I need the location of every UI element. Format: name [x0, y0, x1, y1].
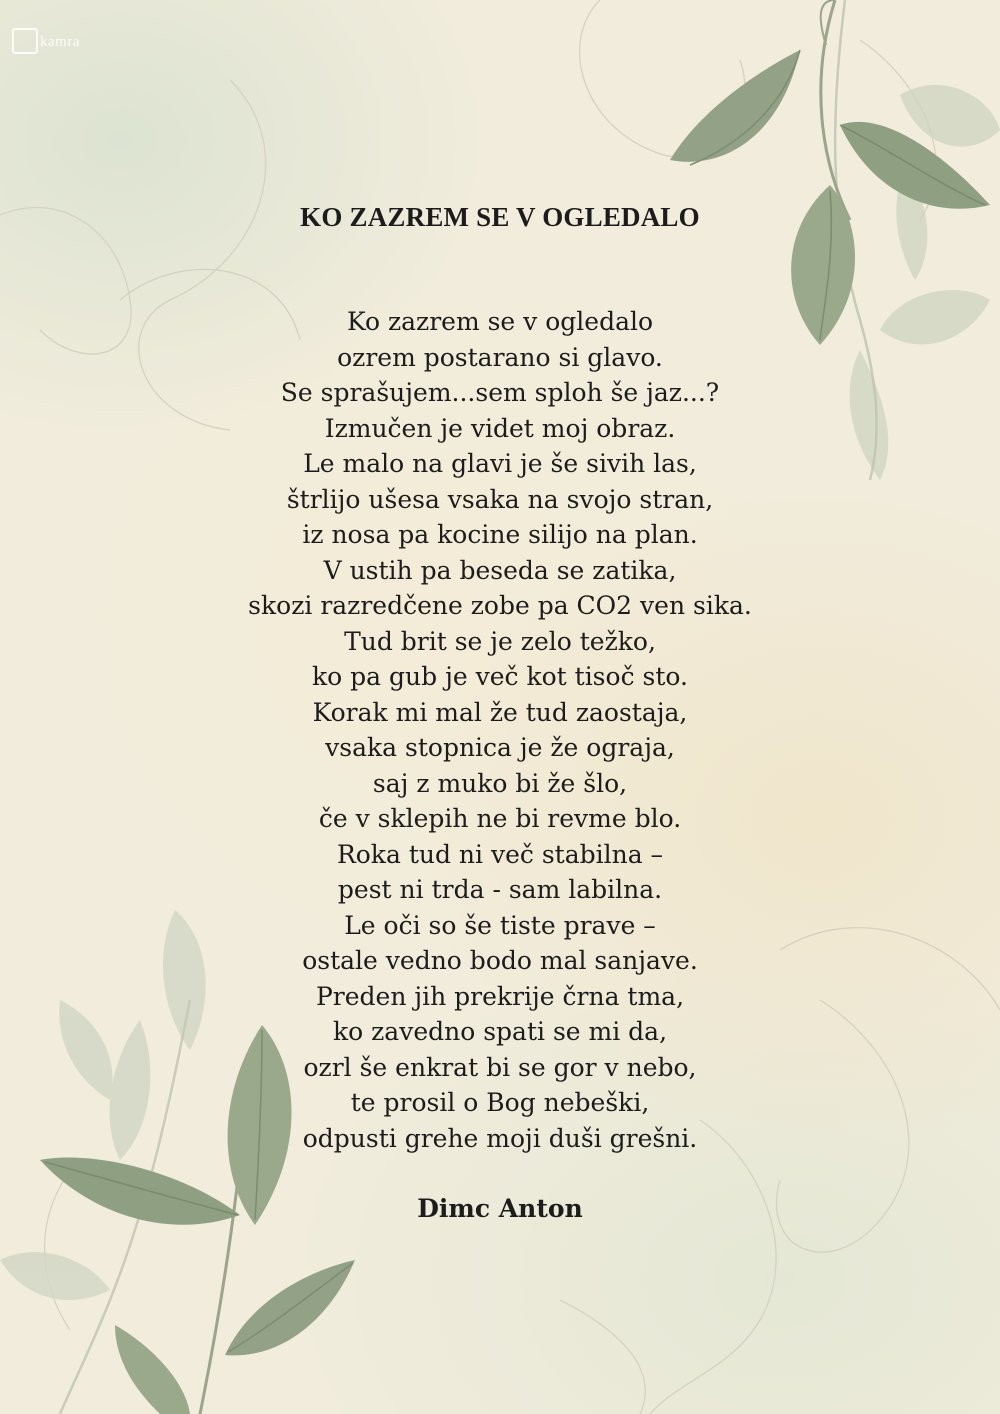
watermark-box-icon [12, 28, 38, 54]
poem-line: ozrl še enkrat bi se gor v nebo, [303, 1052, 697, 1082]
poem-line: te prosil o Bog nebeški, [350, 1088, 650, 1117]
poem-line: Se sprašujem...sem sploh še jaz...? [280, 378, 720, 407]
poem-line: ko pa gub je več kot tisoč sto. [312, 662, 688, 691]
poem-line: saj z muko bi že šlo, [372, 768, 628, 798]
poem-title: KO ZAZREM SE V OGLEDALO [300, 202, 700, 232]
poem-line: Izmučen je videt moj obraz. [324, 413, 676, 443]
watermark-text: kamra [40, 34, 80, 50]
poem-line: skozi razredčene zobe pa CO2 ven sika. [248, 591, 752, 620]
poem-line: iz nosa pa kocine silijo na plan. [302, 520, 698, 549]
poem-line: pest ni trda - sam labilna. [337, 875, 663, 904]
poem-line: V ustih pa beseda se zatika, [323, 555, 677, 585]
poem-line: ozrem postarano si glavo. [337, 342, 663, 372]
poem-line: Le oči so še tiste prave – [344, 910, 656, 940]
poem-line: Le malo na glavi je še sivih las, [303, 449, 697, 478]
poem-line: Preden jih prekrije črna tma, [315, 981, 685, 1011]
poem-line: Tud brit se je zelo težko, [344, 626, 656, 656]
watermark-logo [12, 28, 112, 58]
poem-line: Roka tud ni več stabilna – [336, 839, 664, 869]
poem-body [0, 304, 1000, 1156]
poem-line: ostale vedno bodo mal sanjave. [302, 946, 698, 975]
poem-line: ko zavedno spati se mi da, [332, 1017, 668, 1046]
poem-line: Ko zazrem se v ogledalo [346, 307, 654, 336]
poem-line: odpusti grehe moji duši grešni. [302, 1123, 698, 1153]
poem-line: štrlijo ušesa vsaka na svojo stran, [286, 484, 714, 514]
poem-line: Korak mi mal že tud zaostaja, [312, 697, 688, 727]
poem-line: vsaka stopnica je že ograja, [325, 733, 675, 762]
poem-line: če v sklepih ne bi revme blo. [318, 804, 682, 833]
poem-author: Dimc Anton [417, 1194, 583, 1223]
